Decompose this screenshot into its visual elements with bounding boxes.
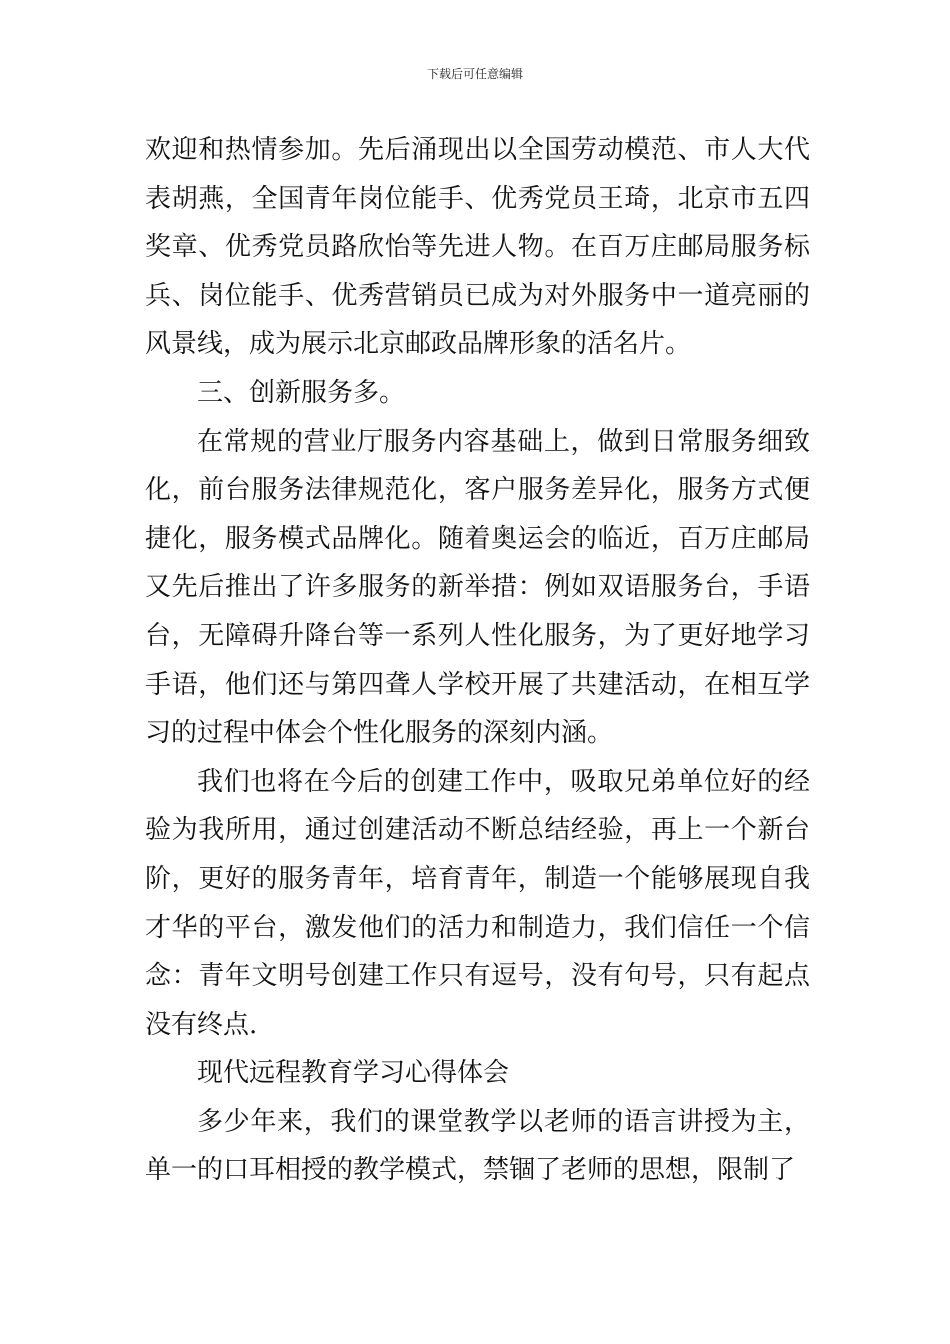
paragraph-future: 我们也将在今后的创建工作中，吸取兄弟单位好的经验为我所用，通过创建活动不断总结经验，再上一个新台阶，更好的服务青年，培育青年，制造一个能够展现自我才华的平台，激发他们的活力和制造力，我们信任一个信念：青年文明号创建工作只有逗号，没有句号，只有起点没有终点. bbox=[145, 766, 810, 1040]
paragraph-continued: 欢迎和热情参加。先后涌现出以全国劳动模范、市人大代表胡燕，全国青年岗位能手、优秀党员王琦，北京市五四奖章、优秀党员路欣怡等先进人物。在百万庄邮局服务标兵、岗位能手、优秀营销员已成为对外服务中一道亮丽的风景线，成为展示北京邮政品牌形象的活名片。 bbox=[145, 135, 810, 360]
paragraph-services: 在常规的营业厅服务内容基础上，做到日常服务细致化，前台服务法律规范化，客户服务差异化，服务方式便捷化，服务模式品牌化。随着奥运会的临近，百万庄邮局又先后推出了许多服务的新举措：例如双语服务台，手语台，无障碍升降台等一系列人性化服务，为了更好地学习手语，他们还与第四聋人学校开展了共建活动，在相互学习的过程中体会个性化服务的深刻内涵。 bbox=[145, 426, 810, 749]
document-body bbox=[145, 126, 810, 1195]
section-heading: 三、创新服务多。 bbox=[197, 377, 406, 408]
paragraph-intro: 多少年来，我们的课堂教学以老师的语言讲授为主，单一的口耳相授的教学模式，禁锢了老师的思想，限制了 bbox=[145, 1106, 810, 1186]
article-title: 现代远程教育学习心得体会 bbox=[197, 1058, 510, 1089]
page-header: 下载后可任意编辑 bbox=[426, 67, 523, 81]
